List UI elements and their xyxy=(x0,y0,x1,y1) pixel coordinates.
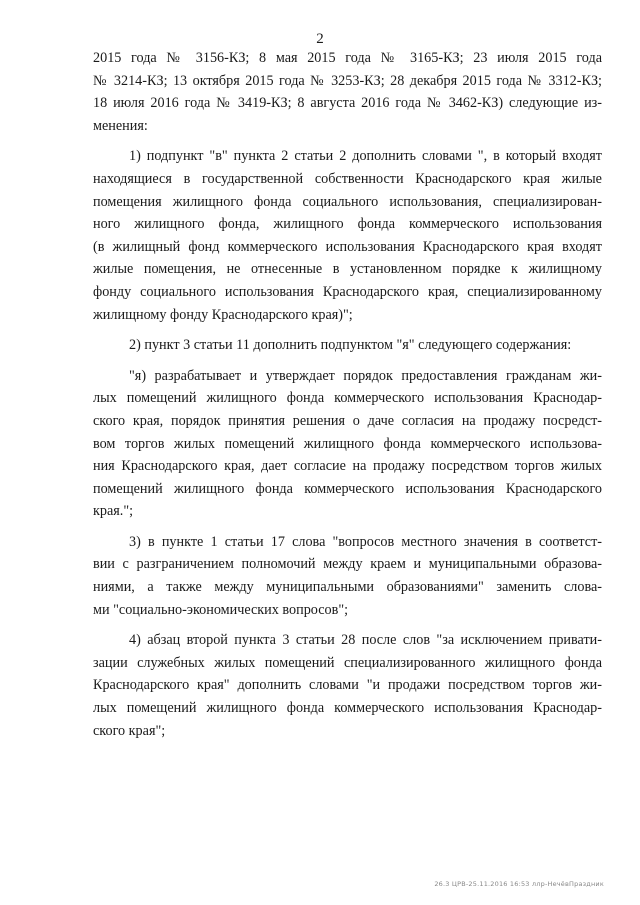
paragraph-gap xyxy=(93,326,602,334)
text-line: менения: xyxy=(93,117,148,134)
text-line: ного жилищного фонда, жилищного фонда коммерческого использования xyxy=(93,216,602,233)
text-line: помещений жилищного фонда коммерческого использования Краснодарского xyxy=(93,480,602,497)
paragraph xyxy=(93,629,602,742)
paragraph xyxy=(93,145,602,326)
text-line: лых помещений жилищного фонда коммерческого использования Краснодар- xyxy=(93,390,602,407)
text-line: жилые помещения, не отнесенные в установленном порядке к жилищному xyxy=(93,261,602,278)
text-line: вии с разграничением полномочий между краем и муниципальными образова- xyxy=(93,556,602,573)
text-line: ского края, порядок принятия решения о даче согласия на продажу посредст- xyxy=(93,412,602,429)
text-line: находящиеся в государственной собственности Краснодарского края жилые xyxy=(93,170,602,187)
text-line: зации служебных жилых помещений специализированного жилищного фонда xyxy=(93,654,602,671)
paragraph xyxy=(93,334,602,357)
text-line: 1) подпункт "в" пункта 2 статьи 2 дополнить словами ", в который входят xyxy=(129,148,602,165)
text-line: "я) разрабатывает и утверждает порядок предоставления гражданам жи- xyxy=(129,367,602,384)
text-line: 18 июля 2016 года № 3419-КЗ; 8 августа 2016 года № 3462-КЗ) следующие из- xyxy=(93,95,602,112)
text-line: лых помещений жилищного фонда коммерческого использования Краснодар- xyxy=(93,700,602,717)
paragraph xyxy=(93,531,602,621)
paragraph-gap xyxy=(93,137,602,145)
text-line: края."; xyxy=(93,503,134,520)
text-line: 2) пункт 3 статьи 11 дополнить подпунктом "я" следующего содержания: xyxy=(129,337,572,354)
page-number: 2 xyxy=(316,31,324,47)
text-line: (в жилищный фонд коммерческого использования Краснодарского края входят xyxy=(93,238,602,255)
text-line: Краснодарского края" дополнить словами "и продажи посредством торгов жи- xyxy=(93,677,602,694)
paragraph-gap xyxy=(93,621,602,629)
document-body xyxy=(93,47,602,742)
paragraph xyxy=(93,47,602,137)
paragraph-gap xyxy=(93,357,602,365)
text-line: 4) абзац второй пункта 3 статьи 28 после слов "за исключением привати- xyxy=(129,632,602,649)
text-line: жилищному фонду Краснодарского края)"; xyxy=(93,306,353,323)
paragraph xyxy=(93,365,602,523)
text-line: ского края"; xyxy=(93,722,166,739)
text-line: 2015 года № 3156-КЗ; 8 мая 2015 года № 3165-КЗ; 23 июля 2015 года xyxy=(93,50,602,66)
text-line: ми "социально-экономических вопросов"; xyxy=(93,601,349,618)
text-line: ниями, а также между муниципальными образованиями" заменить слова- xyxy=(93,579,602,596)
paragraph-gap xyxy=(93,523,602,531)
footer-stamp: 26.3 ЦРВ-25.11.2016 16:53 ллр-НечёвПраздник xyxy=(434,880,604,888)
text-line: 3) в пункте 1 статьи 17 слова "вопросов местного значения в соответст- xyxy=(129,533,602,550)
text-line: фонду социального использования Краснодарского края, специализированному xyxy=(93,283,602,300)
text-line: вом торгов жилых помещений жилищного фонда коммерческого использова- xyxy=(93,435,602,452)
text-line: ния Краснодарского края, дает согласие на продажу посредством торгов жилых xyxy=(93,458,602,475)
text-line: помещения жилищного фонда социального использования, специализирован- xyxy=(93,193,602,210)
text-line: № 3214-КЗ; 13 октября 2015 года № 3253-КЗ; 28 декабря 2015 года № 3312-КЗ; xyxy=(93,72,602,89)
